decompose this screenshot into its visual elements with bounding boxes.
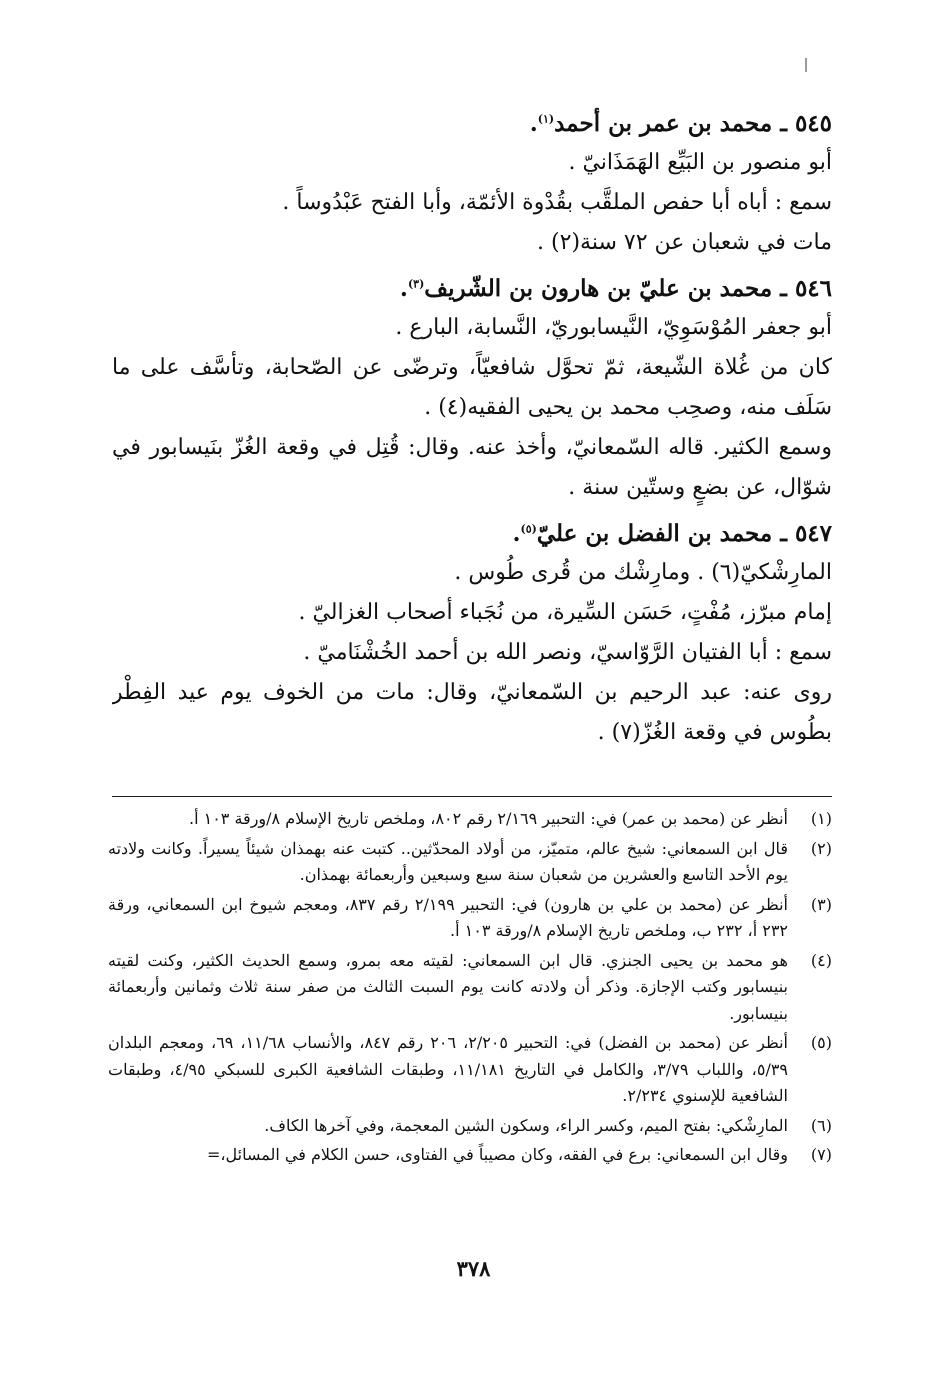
entry-heading-text: ٥٤٥ ـ محمد بن عمر بن أحمد: [554, 110, 832, 137]
entry-547: [112, 514, 832, 753]
footnote-number: (٦): [810, 1115, 832, 1135]
entry-line: مات في شعبان عن ٧٢ سنة(٢) .: [537, 230, 832, 255]
page-number: ٣٧٨: [456, 1256, 491, 1281]
footnote-number: (١): [810, 809, 832, 828]
entry-heading-text: ٥٤٦ ـ محمد بن عليّ بن هارون بن الشّريف: [424, 275, 832, 302]
footnote: [108, 1142, 832, 1169]
entry-line: سمع : أباه أبا حفص الملقَّب بقُدْوة الأئمّة، وأبا الفتح عَبْدُوساً .: [282, 190, 832, 215]
footnote-ref: (٣): [407, 277, 425, 291]
entry-heading: ٥٤٥ ـ محمد بن عمر بن أحمد$^{(١)}$.: [529, 110, 832, 137]
main-text: [112, 104, 832, 753]
scan-speck: [805, 58, 807, 72]
footnote-number: (٢): [810, 838, 832, 858]
footnote-text: أنظر عن (محمد بن عمر) في: التحبير ٢/١٦٩ رقم ٨٠٢، وملخص تاريخ الإسلام ٨/ورقة ١٠٣ أ.: [188, 809, 788, 828]
footnote-number: (٤): [810, 950, 832, 970]
entry-heading: ٥٤٦ ـ محمد بن عليّ بن هارون بن الشّريف$^{(٣)}$.: [399, 275, 832, 302]
footnote-number: (٧): [810, 1145, 832, 1164]
entry-line: أبو جعفر المُوْسَوِيّ، النَّيسابوريّ، النَّسابة، البارع .: [395, 315, 832, 340]
footnote: [108, 1113, 832, 1140]
footnote: [108, 836, 832, 889]
entry-heading-text: ٥٤٧ ـ محمد بن الفضل بن عليّ: [536, 520, 832, 547]
footnote-ref: (٥): [520, 522, 537, 536]
entry-line: المارِشْكيّ(٦) . ومارِشْك من قُرى طُوس .: [454, 560, 832, 585]
entry-line: سمع : أبا الفتيان الرَّوّاسيّ، ونصر الله بن أحمد الخُشْنَاميّ .: [303, 640, 832, 665]
entry-paragraph: روى عنه: عبد الرحيم بن السّمعانيّ، وقال: مات من الخوف يوم عيد الفِطْر بطُوس في وقعة الغُزّ(٧) .: [112, 680, 832, 745]
footnote-text: هو محمد بن يحيى الجنزي. قال ابن السمعاني: لقيته معه بمرو، وسمع الحديث الكثير، وكنت لقيته بنيسابور وكتب الإجازة. وذكر أن ولادته كانت يوم السبت الثالث من صفر سنة ثلاث وثمانين وأربعمائة بنيسابور.: [108, 950, 788, 1023]
footnote: [108, 892, 832, 945]
entry-paragraph: كان من غُلاة الشّيعة، ثمّ تحوَّل شافعيّاً، وترضّى عن الصّحابة، وتأسَّف على ما سَلَف منه، وصحِب محمد بن يحيى الفقيه(٤) .: [112, 355, 832, 420]
footnote-number: (٣): [810, 894, 832, 914]
entry-line: أبو منصور بن البَيِّع الهَمَذَانيّ .: [568, 150, 832, 175]
entry-546: [112, 269, 832, 508]
footnote-ref: (١): [537, 112, 555, 126]
footnote-text: أنظر عن (محمد بن الفضل) في: التحبير ٢/٢٠٥، ٢٠٦ رقم ٨٤٧، والأنساب ١١/٦٨، ٦٩، ومعجم البلدان ٥/٣٩، واللباب ٣/٧٩، والكامل في التاريخ ١١/١٨١، وطبقات الشافعية الكبرى للسبكي ٤/٩٥، وطبقات الشافعية للإسنوي ٢/٢٣٤.: [108, 1033, 789, 1105]
footnote: [108, 948, 832, 1028]
entry-heading: ٥٤٧ ـ محمد بن الفضل بن عليّ$^{(٥)}$.: [512, 520, 832, 547]
footnote-text: المارِشْكي: بفتح الميم، وكسر الراء، وسكون الشين المعجمة، وفي آخرها الكاف.: [264, 1115, 788, 1135]
footnote-number: (٥): [810, 1033, 832, 1052]
entry-paragraph: وسمع الكثير. قاله السّمعانيّ، وأخذ عنه. وقال: قُتِل في وقعة الغُزّ بنَيسابور في شوّال، عن بضعٍ وستّين سنة .: [112, 435, 832, 500]
entry-line: إمام مبرّز، مُفْتٍ، حَسَن السِّيرة، من نُجَباء أصحاب الغزاليّ .: [298, 600, 832, 625]
footnote: [108, 806, 832, 833]
entry-545: [112, 104, 832, 263]
footnote-separator: [112, 796, 832, 797]
footnote-text: أنظر عن (محمد بن علي بن هارون) في: التحبير ٢/١٩٩ رقم ٨٣٧، ومعجم شيوخ ابن السمعاني، ورقة ٢٣٢ أ، ٢٣٢ ب، وملخص تاريخ الإسلام ٨/ورقة ١٠٣ أ.: [108, 894, 788, 940]
footnote-text: قال ابن السمعاني: شيخ عالم، متميّز، من أولاد المحدّثين.. كتبت عنه بهمذان شيئاً يسيراً. وكانت ولادته يوم الأحد التاسع والعشرين من شعبان سنة سبع وسبعين وأربعمائة بهمذان.: [108, 838, 788, 884]
footnote: [108, 1030, 832, 1110]
footnote-text: وقال ابن السمعاني: برع في الفقه، وكان مصيباً في الفتاوى، حسن الكلام في المسائل،=: [206, 1145, 788, 1164]
footnotes: [108, 806, 832, 1172]
